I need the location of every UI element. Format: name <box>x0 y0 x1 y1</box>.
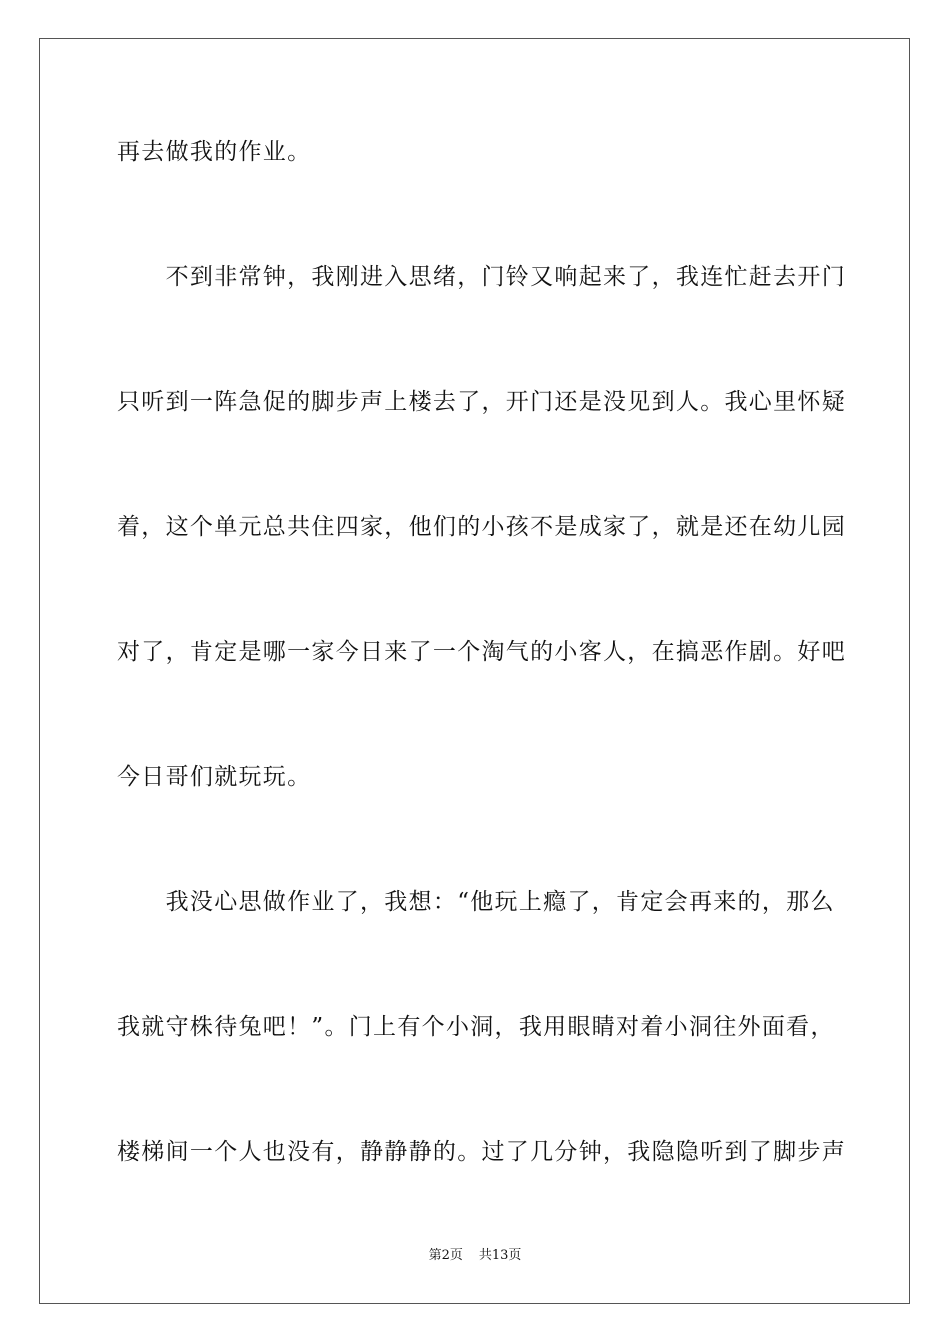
text-line-7: 我没心思做作业了，我想：“他玩上瘾了，肯定会再来的，那么 <box>117 889 835 915</box>
text-line-2: 不到非常钟，我刚进入思绪，门铃又响起来了，我连忙赶去开门 <box>117 264 846 290</box>
page-footer <box>0 1247 950 1265</box>
text-line-6: 今日哥们就玩玩。 <box>117 764 312 790</box>
text-line-5: 对了，肯定是哪一家今日来了一个淘气的小客人，在搞恶作剧。好吧 <box>117 639 846 665</box>
text-line-9: 楼梯间一个人也没有，静静静的。过了几分钟，我隐隐听到了脚步声 <box>117 1139 846 1165</box>
text-line-3: 只听到一阵急促的脚步声上楼去了，开门还是没见到人。我心里怀疑 <box>117 389 846 415</box>
text-line-1: 再去做我的作业。 <box>117 139 312 165</box>
page-number: 第2页 <box>428 1248 463 1263</box>
text-line-4: 着，这个单元总共住四家，他们的小孩不是成家了，就是还在幼儿园 <box>117 514 846 540</box>
page-border <box>39 38 910 1304</box>
text-line-8: 我就守株待兔吧！”。门上有个小洞，我用眼睛对着小洞往外面看， <box>117 1014 835 1040</box>
page-total: 共13页 <box>478 1248 522 1263</box>
